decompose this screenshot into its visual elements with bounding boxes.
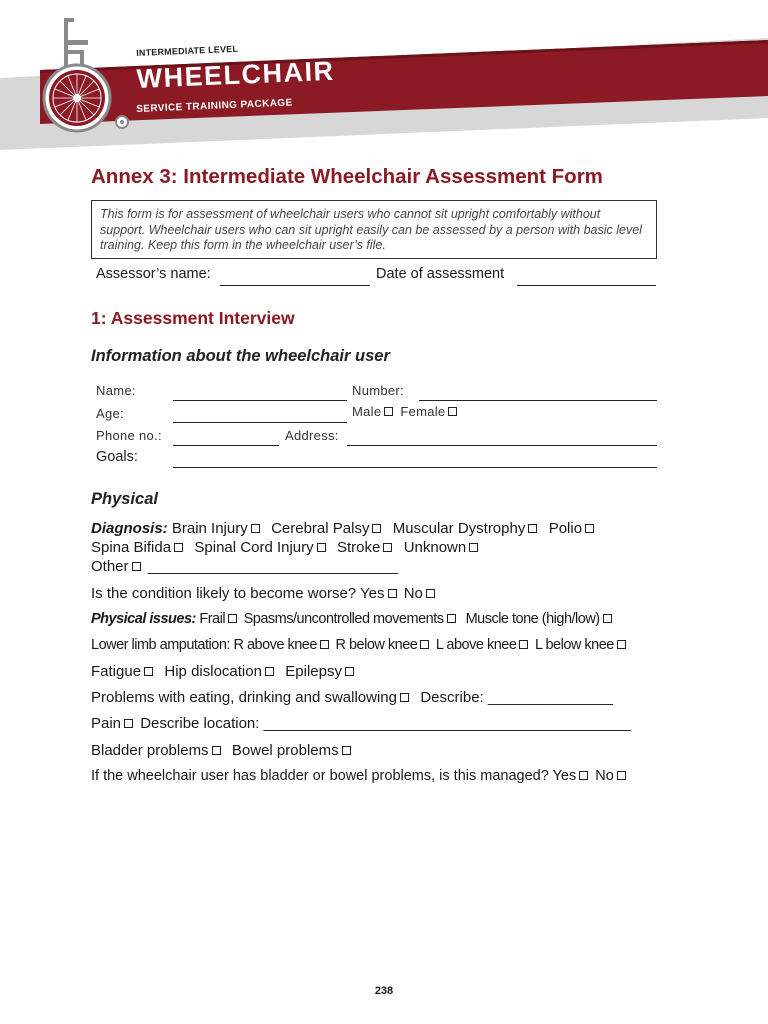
issue-option: Spasms/uncontrolled movements bbox=[243, 611, 444, 627]
fatigue-option: Hip dislocation bbox=[164, 663, 262, 680]
other-checkbox[interactable] bbox=[132, 562, 141, 571]
phone-label: Phone no.: bbox=[96, 428, 162, 443]
worse-row bbox=[91, 585, 438, 602]
header-subtitle: SERVICE TRAINING PACKAGE bbox=[136, 97, 293, 115]
issue-option: Muscle tone (high/low) bbox=[465, 611, 600, 627]
diagnosis-row-2 bbox=[91, 539, 481, 556]
gender-row bbox=[352, 404, 460, 419]
managed-row bbox=[91, 768, 629, 784]
diagnosis-option: Spina Bifida bbox=[91, 539, 172, 556]
diagnosis-other-row bbox=[91, 558, 398, 575]
amputation-option: L below knee bbox=[534, 637, 614, 653]
number-field[interactable] bbox=[419, 400, 657, 401]
section-heading: 1: Assessment Interview bbox=[91, 308, 295, 328]
r-above-knee-checkbox[interactable] bbox=[320, 640, 329, 649]
physical-heading: Physical bbox=[91, 490, 158, 508]
name-field[interactable] bbox=[173, 400, 347, 401]
bladder-checkbox[interactable] bbox=[212, 746, 221, 755]
worse-yes-checkbox[interactable] bbox=[388, 589, 397, 598]
eating-label: Problems with eating, drinking and swallowing bbox=[91, 689, 397, 706]
info-heading: Information about the wheelchair user bbox=[91, 347, 390, 365]
muscular-dystrophy-checkbox[interactable] bbox=[528, 524, 537, 533]
bladder-row bbox=[91, 742, 354, 759]
intro-box: This form is for assessment of wheelchair users who cannot sit upright comfortably without support. Wheelchair users who can sit upright easily can be assessed by a person with basic level training. Keep this form in the wheelchair user’s file. bbox=[91, 200, 657, 259]
bowel-label: Bowel problems bbox=[231, 742, 339, 759]
name-label: Name: bbox=[96, 383, 136, 398]
address-label: Address: bbox=[285, 428, 339, 443]
r-below-knee-checkbox[interactable] bbox=[420, 640, 429, 649]
phone-field[interactable] bbox=[173, 445, 279, 446]
fatigue-checkbox[interactable] bbox=[144, 667, 153, 676]
brain-injury-checkbox[interactable] bbox=[251, 524, 260, 533]
spinal-cord-injury-checkbox[interactable] bbox=[317, 543, 326, 552]
age-label: Age: bbox=[96, 406, 124, 421]
assessment-date-label: Date of assessment bbox=[376, 266, 505, 282]
describe-label: Describe: bbox=[420, 689, 484, 706]
pain-checkbox[interactable] bbox=[124, 719, 133, 728]
fatigue-option: Fatigue bbox=[91, 663, 142, 680]
diagnosis-option: Polio bbox=[548, 520, 583, 537]
header-level: INTERMEDIATE LEVEL bbox=[136, 43, 239, 58]
pain-row bbox=[91, 715, 631, 732]
other-label: Other bbox=[91, 558, 129, 575]
yes-label: Yes bbox=[360, 585, 385, 602]
goals-label: Goals: bbox=[96, 449, 138, 465]
issue-option: Frail bbox=[199, 611, 226, 627]
spasms-checkbox[interactable] bbox=[447, 614, 456, 623]
l-below-knee-checkbox[interactable] bbox=[617, 640, 626, 649]
amputation-label: Lower limb amputation: bbox=[91, 637, 230, 653]
page-number: 238 bbox=[374, 985, 394, 997]
epilepsy-checkbox[interactable] bbox=[345, 667, 354, 676]
diagnosis-option: Unknown bbox=[403, 539, 467, 556]
frail-checkbox[interactable] bbox=[228, 614, 237, 623]
diagnosis-option: Brain Injury bbox=[171, 520, 248, 537]
amputation-option: R below knee bbox=[335, 637, 418, 653]
wheelchair-logo-icon bbox=[40, 10, 140, 145]
diagnosis-option: Cerebral Palsy bbox=[271, 520, 370, 537]
fatigue-option: Epilepsy bbox=[285, 663, 342, 680]
worse-no-checkbox[interactable] bbox=[426, 589, 435, 598]
number-label: Number: bbox=[352, 383, 404, 398]
managed-question: If the wheelchair user has bladder or bowel problems, is this managed? bbox=[91, 768, 549, 784]
managed-no-checkbox[interactable] bbox=[617, 771, 626, 780]
amputation-option: L above knee bbox=[435, 637, 517, 653]
bladder-label: Bladder problems bbox=[91, 742, 209, 759]
muscle-tone-checkbox[interactable] bbox=[603, 614, 612, 623]
unknown-checkbox[interactable] bbox=[469, 543, 478, 552]
diagnosis-option: Spinal Cord Injury bbox=[194, 539, 314, 556]
eating-row bbox=[91, 689, 613, 706]
amputation-option: R above knee bbox=[233, 637, 317, 653]
worse-question: Is the condition likely to become worse? bbox=[91, 585, 357, 602]
cerebral-palsy-checkbox[interactable] bbox=[372, 524, 381, 533]
age-field[interactable] bbox=[173, 422, 347, 423]
no-label: No bbox=[403, 585, 423, 602]
managed-yes-checkbox[interactable] bbox=[579, 771, 588, 780]
issues-label: Physical issues: bbox=[91, 611, 196, 627]
hip-dislocation-checkbox[interactable] bbox=[265, 667, 274, 676]
no-label: No bbox=[595, 768, 614, 784]
page-title: Annex 3: Intermediate Wheelchair Assessment Form bbox=[91, 165, 603, 188]
address-field[interactable] bbox=[347, 445, 657, 446]
l-above-knee-checkbox[interactable] bbox=[519, 640, 528, 649]
diagnosis-option: Muscular Dystrophy bbox=[392, 520, 526, 537]
assessor-name-label: Assessor’s name: bbox=[96, 266, 211, 282]
describe-blank[interactable]: _______________ bbox=[487, 689, 614, 706]
eating-checkbox[interactable] bbox=[400, 693, 409, 702]
bowel-checkbox[interactable] bbox=[342, 746, 351, 755]
header-banner bbox=[0, 0, 768, 150]
goals-field[interactable] bbox=[173, 467, 657, 468]
location-blank[interactable]: ____________________________________________ bbox=[263, 715, 631, 732]
male-checkbox[interactable] bbox=[384, 407, 393, 416]
header-title: WHEELCHAIR bbox=[136, 55, 336, 94]
diagnosis-label: Diagnosis: bbox=[91, 520, 168, 537]
diagnosis-option: Stroke bbox=[336, 539, 381, 556]
female-checkbox[interactable] bbox=[448, 407, 457, 416]
polio-checkbox[interactable] bbox=[585, 524, 594, 533]
fatigue-row bbox=[91, 663, 357, 680]
spina-bifida-checkbox[interactable] bbox=[174, 543, 183, 552]
diagnosis-row-1 bbox=[91, 520, 597, 537]
amputation-row bbox=[91, 637, 629, 653]
yes-label: Yes bbox=[552, 768, 577, 784]
assessment-date-field[interactable] bbox=[517, 285, 656, 286]
issues-row bbox=[91, 611, 615, 627]
stroke-checkbox[interactable] bbox=[383, 543, 392, 552]
other-blank[interactable]: ______________________________ bbox=[147, 558, 398, 575]
pain-label: Pain bbox=[91, 715, 122, 732]
assessor-name-field[interactable] bbox=[220, 285, 370, 286]
female-label: Female bbox=[400, 404, 446, 419]
male-label: Male bbox=[352, 404, 382, 419]
location-label: Describe location: bbox=[140, 715, 260, 732]
